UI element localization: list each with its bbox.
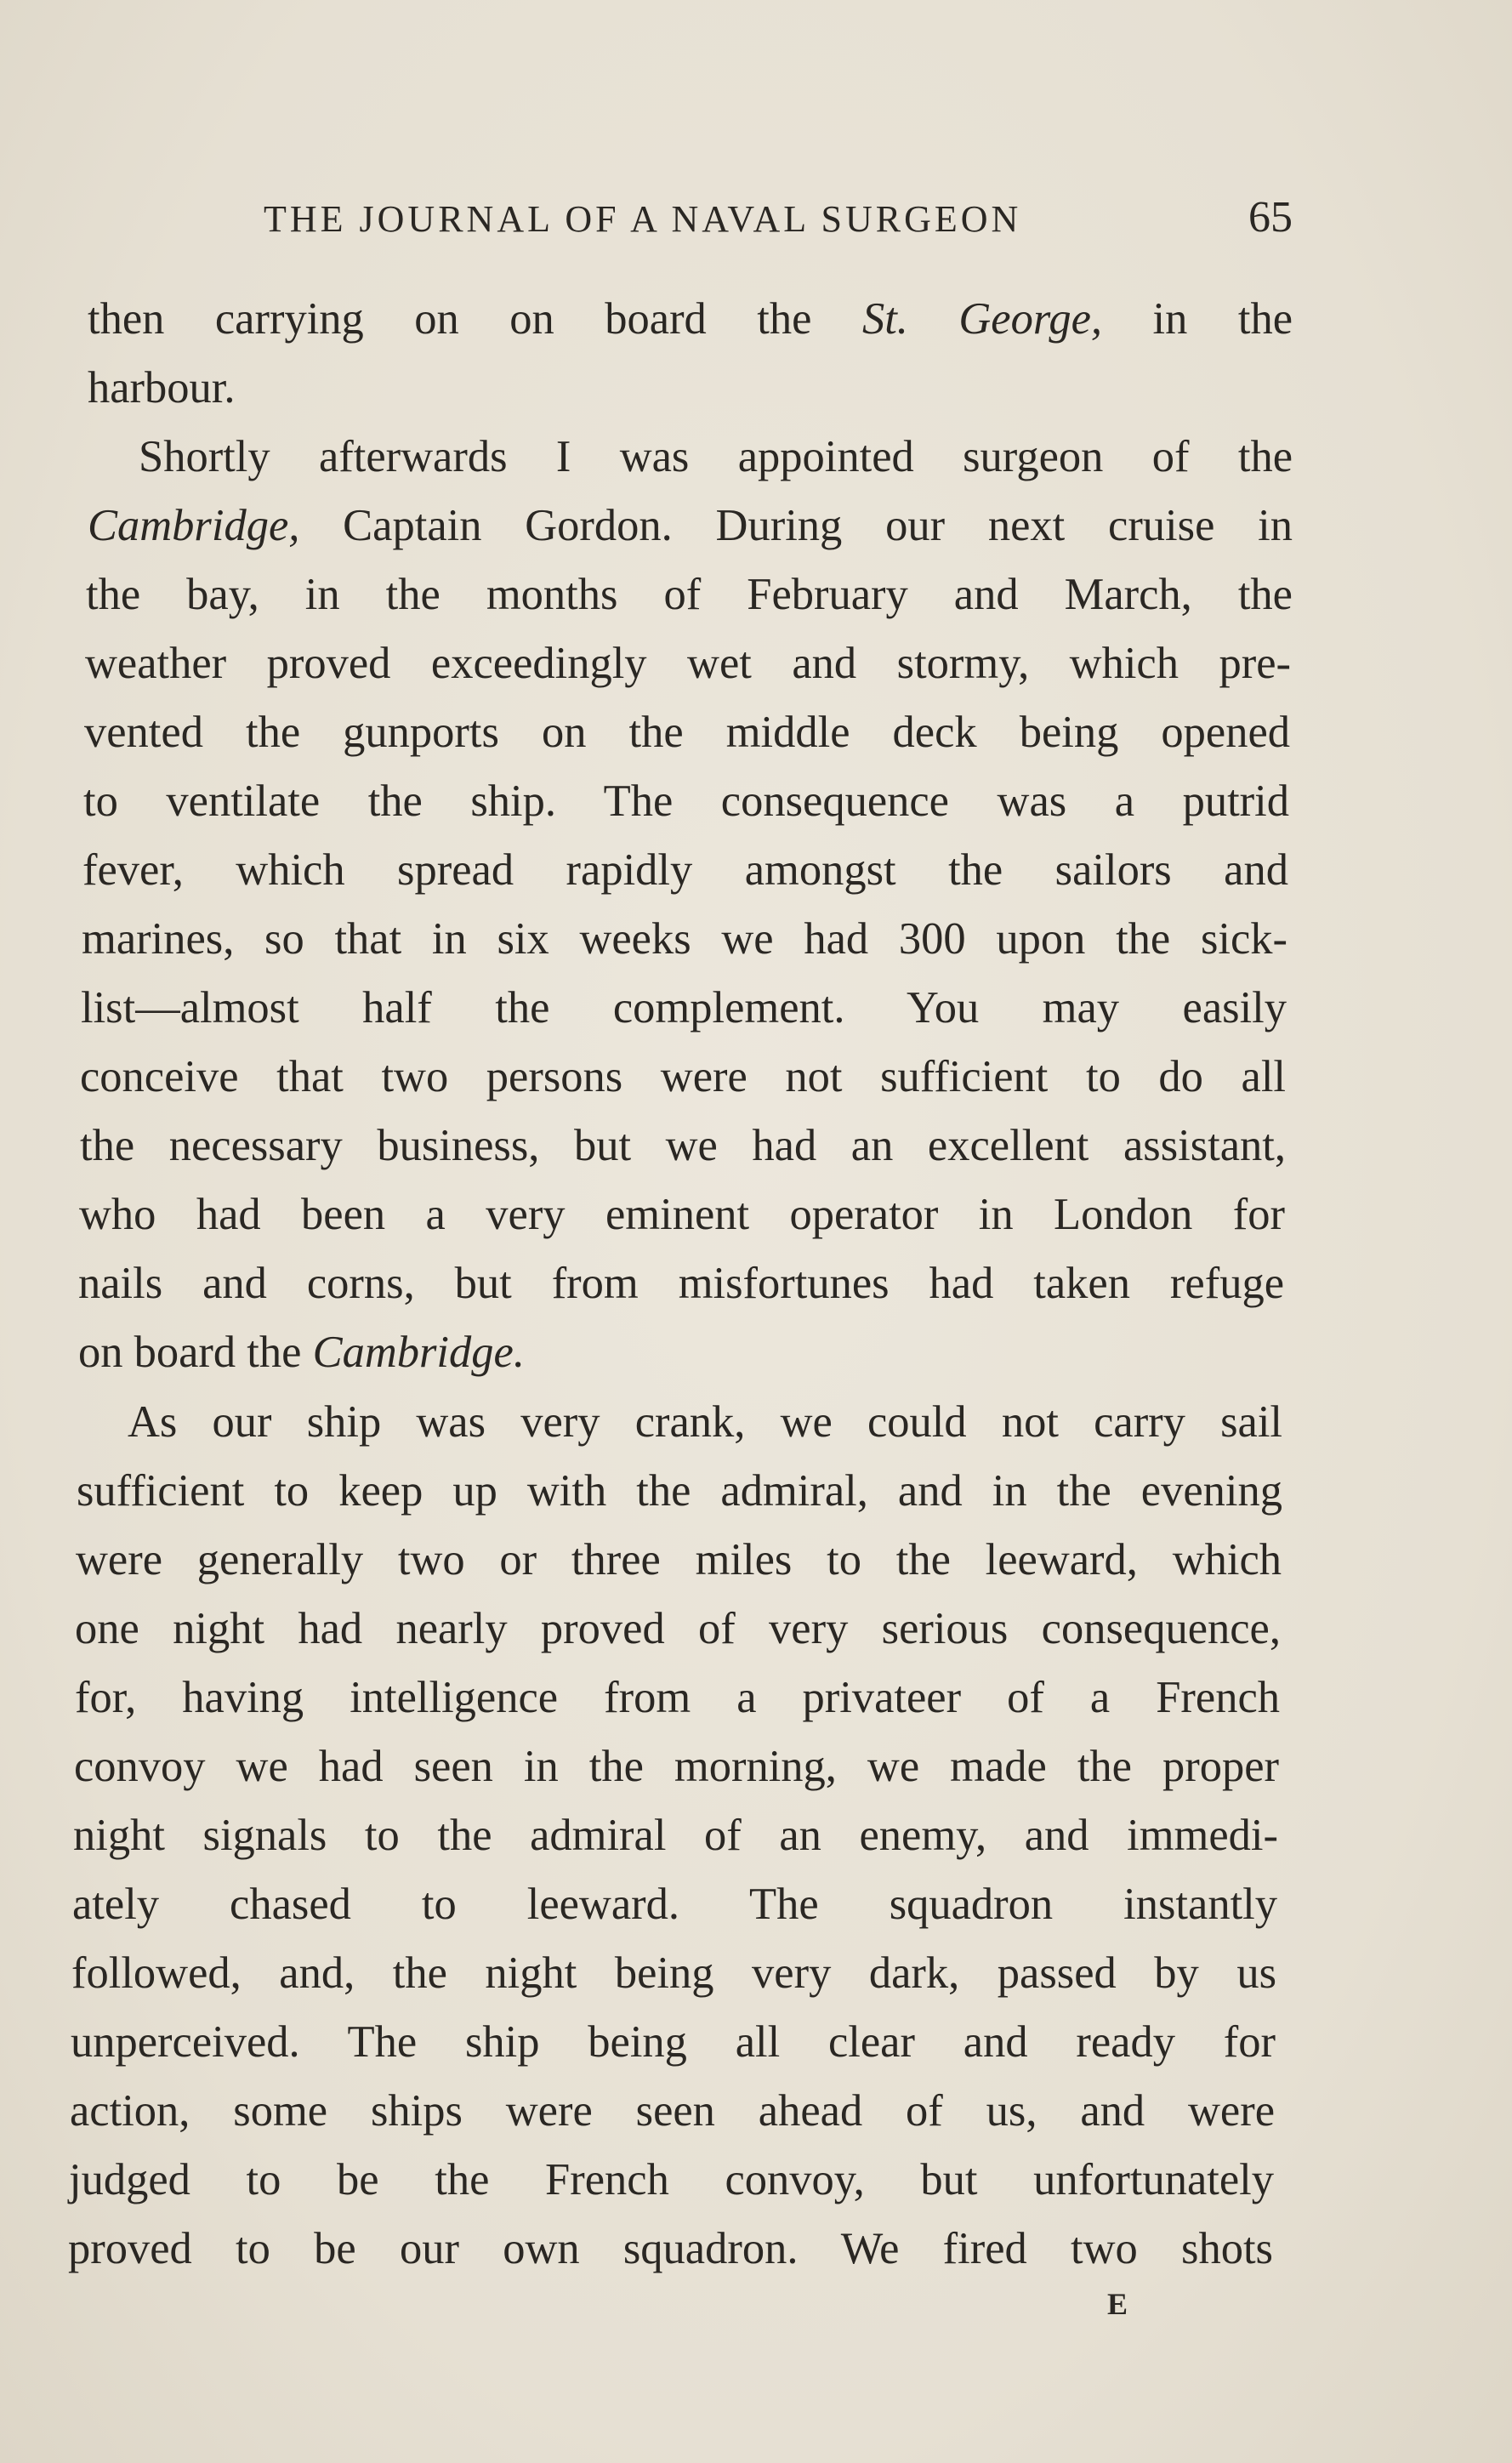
text-line: fever, which spread rapidly amongst the sailors and — [82, 845, 1288, 895]
text-line: vented the gunports on the middle deck being opened — [84, 708, 1290, 757]
text-line: nails and corns, but from misfortunes had taken refuge — [78, 1259, 1284, 1308]
text-line: Shortly afterwards I was appointed surgeon of the — [139, 432, 1293, 481]
text-line: judged to be the French convoy, but unfortunately — [69, 2155, 1274, 2204]
text-line: the bay, in the months of February and March, the — [86, 570, 1293, 619]
text-line: proved to be our own squadron. We fired two shots — [68, 2224, 1273, 2273]
running-head: THE JOURNAL OF A NAVAL SURGEON — [264, 198, 1022, 240]
text-line: As our ship was very crank, we could not carry sail — [128, 1397, 1282, 1447]
text-line: the necessary business, but we had an excellent assistant, — [80, 1121, 1286, 1170]
text-line: then carrying on on board the St. George, in the — [88, 294, 1293, 344]
text-line: for, having intelligence from a privateer of a French — [75, 1673, 1280, 1722]
text-line: night signals to the admiral of an enemy, and immedi- — [73, 1811, 1278, 1860]
text-line: list—almost half the complement. You may easily — [81, 983, 1287, 1032]
text-line: unperceived. The ship being all clear and ready for — [71, 2017, 1276, 2067]
text-line: conceive that two persons were not sufficient to do all — [80, 1052, 1286, 1101]
italic-text: St. George, — [861, 294, 1103, 344]
page-number: 65 — [1248, 193, 1293, 242]
text-line: were generally two or three miles to the leeward, which — [76, 1535, 1282, 1584]
text-line: convoy we had seen in the morning, we made the proper — [74, 1742, 1279, 1791]
text-line: followed, and, the night being very dark, passed by us — [71, 1948, 1276, 1998]
italic-text: Cambridge. — [312, 1328, 525, 1377]
text-line: harbour. — [88, 363, 236, 412]
text-line: sufficient to keep up with the admiral, and in the evening — [77, 1466, 1282, 1516]
text-line: who had been a very eminent operator in London for — [79, 1190, 1285, 1239]
signature-mark: E — [1107, 2287, 1129, 2321]
text-line: on board the Cambridge. — [78, 1328, 525, 1377]
page-header — [264, 192, 1293, 243]
text-line: marines, so that in six weeks we had 300 upon the sick- — [82, 914, 1287, 964]
text-line: one night had nearly proved of very serious consequence, — [75, 1604, 1281, 1653]
text-line: ately chased to leeward. The squadron instantly — [72, 1880, 1277, 1929]
text-line: to ventilate the ship. The consequence was a putrid — [83, 776, 1289, 826]
text-line: weather proved exceedingly wet and stormy, which pre- — [85, 639, 1291, 688]
text-line: Cambridge, Captain Gordon. During our next cruise in — [88, 501, 1293, 550]
italic-text: Cambridge, — [88, 501, 300, 550]
text-line: action, some ships were seen ahead of us, and were — [70, 2086, 1275, 2136]
